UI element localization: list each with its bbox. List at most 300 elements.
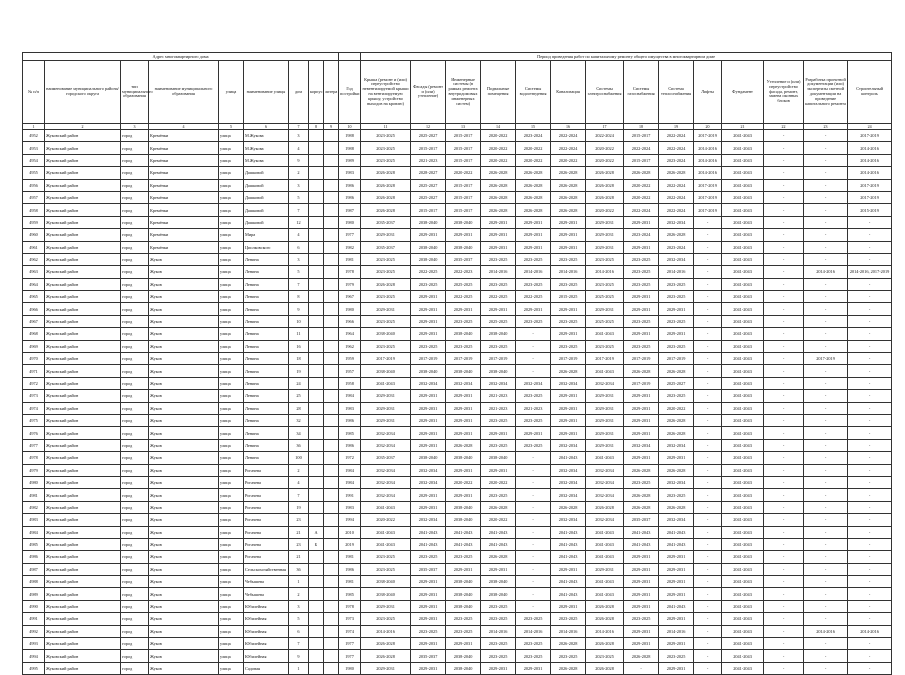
table-cell: 2038-2040 xyxy=(481,452,516,464)
table-cell: Садовая xyxy=(244,662,289,674)
table-cell: Жуков xyxy=(149,427,219,439)
table-cell: - xyxy=(804,427,848,439)
table-cell: Кремёнки xyxy=(149,204,219,216)
table-cell: Жуковский район xyxy=(45,625,121,637)
table-cell: 2014-2016 xyxy=(848,154,892,166)
table-cell: 2023-2025 xyxy=(361,130,411,142)
table-row xyxy=(23,253,892,265)
table-cell: 1959 xyxy=(339,353,361,365)
table-cell: 2041-2043 xyxy=(722,538,764,550)
table-cell: улица xyxy=(219,328,244,340)
table-cell: 2032-2034 xyxy=(586,464,624,476)
table-cell: Жуков xyxy=(149,662,219,674)
table-cell: 2026-2028 xyxy=(516,191,551,203)
table-cell: - xyxy=(694,365,722,377)
table-cell xyxy=(309,489,324,501)
table-cell: 2023-2025 xyxy=(481,439,516,451)
table-cell: 28 xyxy=(289,402,309,414)
table-cell: Жуковский район xyxy=(45,464,121,476)
table-cell: 2023-2025 xyxy=(516,638,551,650)
table-cell: 2035-2037 xyxy=(361,452,411,464)
table-cell: 4993 xyxy=(23,638,45,650)
table-cell: город xyxy=(121,204,149,216)
table-cell: 4981 xyxy=(23,489,45,501)
table-cell: 36 xyxy=(289,439,309,451)
table-cell: 2023-2025 xyxy=(586,278,624,290)
table-cell: - xyxy=(764,514,804,526)
table-cell: 2029-2031 xyxy=(481,229,516,241)
table-cell xyxy=(309,154,324,166)
table-cell: Ленина xyxy=(244,390,289,402)
table-cell: 2017-2019 xyxy=(804,353,848,365)
table-cell: 2041-2043 xyxy=(624,526,659,538)
table-cell xyxy=(324,576,339,588)
table-cell: 2014-2016 xyxy=(516,625,551,637)
table-cell: М.Жукова xyxy=(244,142,289,154)
table-cell: Жуков xyxy=(149,588,219,600)
table-cell: 2014-2016 xyxy=(361,625,411,637)
table-cell: 2015-2017 xyxy=(411,142,446,154)
table-cell: 2020-2022 xyxy=(481,514,516,526)
table-cell: 2029-2031 xyxy=(411,576,446,588)
table-cell: Циолковского xyxy=(244,241,289,253)
table-cell: 3 xyxy=(289,600,309,612)
table-cell: 2032-2034 xyxy=(586,514,624,526)
table-cell: Жуков xyxy=(149,452,219,464)
table-cell xyxy=(309,278,324,290)
table-cell: - xyxy=(764,204,804,216)
table-cell: 2029-2031 xyxy=(586,402,624,414)
table-cell: 4995 xyxy=(23,662,45,674)
table-cell: Жуковский район xyxy=(45,414,121,426)
table-cell: 23 xyxy=(289,538,309,550)
table-cell: Жуков xyxy=(149,253,219,265)
table-cell: 2038-2040 xyxy=(446,576,481,588)
table-cell: 4957 xyxy=(23,191,45,203)
table-cell: Жуковский район xyxy=(45,154,121,166)
table-cell: 4983 xyxy=(23,514,45,526)
table-cell: 2038-2040 xyxy=(481,588,516,600)
table-row xyxy=(23,204,892,216)
table-cell xyxy=(324,390,339,402)
table-cell: 2010 xyxy=(339,526,361,538)
table-cell: - xyxy=(848,563,892,575)
table-cell: 4967 xyxy=(23,315,45,327)
table-cell: 32 xyxy=(289,414,309,426)
table-cell: 2026-2028 xyxy=(624,464,659,476)
column-number: 18 xyxy=(624,124,659,130)
table-row xyxy=(23,241,892,253)
table-cell: 2035-2037 xyxy=(446,253,481,265)
table-row xyxy=(23,501,892,513)
table-cell: 2023-2025 xyxy=(516,390,551,402)
table-cell: 2025-2025 xyxy=(586,291,624,303)
table-cell: Жуковский район xyxy=(45,216,121,228)
table-cell: 2023-2025 xyxy=(481,650,516,662)
table-cell xyxy=(309,588,324,600)
table-cell: 2026-2028 xyxy=(551,191,586,203)
table-cell xyxy=(309,253,324,265)
table-cell: 2025-2025 xyxy=(586,315,624,327)
table-row xyxy=(23,266,892,278)
table-cell: 2025-2027 xyxy=(411,130,446,142)
table-cell: 2023-2025 xyxy=(361,266,411,278)
table-cell: 1982 xyxy=(339,241,361,253)
table-cell: город xyxy=(121,476,149,488)
table-cell: 2023-2025 xyxy=(551,315,586,327)
table-cell: Жуков xyxy=(149,266,219,278)
table-cell: - xyxy=(764,551,804,563)
table-cell: 2041-2043 xyxy=(722,514,764,526)
table-cell: - xyxy=(694,476,722,488)
table-cell: 2041-2043 xyxy=(586,365,624,377)
table-cell: 2015-2017 xyxy=(446,179,481,191)
table-cell: 2022-2023 xyxy=(446,266,481,278)
table-cell: Жуковский район xyxy=(45,142,121,154)
table-cell: улица xyxy=(219,303,244,315)
table-cell: Жуков xyxy=(149,576,219,588)
table-cell: Жуковский район xyxy=(45,266,121,278)
table-cell xyxy=(309,551,324,563)
table-cell: город xyxy=(121,551,149,563)
table-cell: 1983 xyxy=(339,167,361,179)
table-cell: Жуков xyxy=(149,464,219,476)
table-cell: 2041-2043 xyxy=(722,377,764,389)
table-cell: 4961 xyxy=(23,241,45,253)
table-cell: 2023-2025 xyxy=(516,253,551,265)
table-cell: 2038-2040 xyxy=(361,365,411,377)
table-cell: 21 xyxy=(289,526,309,538)
table-cell: улица xyxy=(219,563,244,575)
table-cell: 2026-2028 xyxy=(586,501,624,513)
table-cell: 2023-2025 xyxy=(411,625,446,637)
table-cell: - xyxy=(848,576,892,588)
table-cell: - xyxy=(848,253,892,265)
table-row xyxy=(23,625,892,637)
table-cell: 4963 xyxy=(23,266,45,278)
table-cell: - xyxy=(764,390,804,402)
table-cell: - xyxy=(848,365,892,377)
table-cell: - xyxy=(764,142,804,154)
table-cell: - xyxy=(516,551,551,563)
table-cell xyxy=(324,179,339,191)
table-cell: 2032-2034 xyxy=(516,377,551,389)
table-row xyxy=(23,613,892,625)
table-cell: 2017-2019 xyxy=(659,353,694,365)
table-cell: - xyxy=(804,402,848,414)
table-cell: 4969 xyxy=(23,340,45,352)
table-cell: 2023-2025 xyxy=(624,253,659,265)
table-cell: 2023-2025 xyxy=(361,291,411,303)
table-cell: 2026-2028 xyxy=(551,179,586,191)
table-cell: 1989 xyxy=(339,154,361,166)
table-row xyxy=(23,167,892,179)
table-cell: улица xyxy=(219,390,244,402)
column-number: 11 xyxy=(361,124,411,130)
column-number: 7 xyxy=(289,124,309,130)
table-cell xyxy=(309,576,324,588)
table-cell: 2023-2025 xyxy=(624,613,659,625)
table-cell: - xyxy=(764,650,804,662)
table-cell: 2026-2028 xyxy=(659,229,694,241)
table-cell: 1985 xyxy=(339,588,361,600)
table-cell: - xyxy=(694,353,722,365)
table-cell: 2038-2040 xyxy=(361,588,411,600)
table-cell: Рогачева xyxy=(244,538,289,550)
table-cell: 2038-2040 xyxy=(446,501,481,513)
table-cell: 2032-2034 xyxy=(361,476,411,488)
table-cell: 2025-2027 xyxy=(659,377,694,389)
table-cell: 2029-2031 xyxy=(411,291,446,303)
table-cell: улица xyxy=(219,526,244,538)
column-header: наименование муниципального района/городского округа xyxy=(45,61,121,124)
table-cell: 2029-2031 xyxy=(411,328,446,340)
table-cell: 1994 xyxy=(339,514,361,526)
table-cell: 2014-2016, 2017-2019 xyxy=(848,266,892,278)
table-cell: Юбилейная xyxy=(244,613,289,625)
table-cell: Юбилейная xyxy=(244,600,289,612)
table-cell: Ленина xyxy=(244,353,289,365)
table-cell: 2029-2031 xyxy=(551,241,586,253)
table-cell: 1980 xyxy=(339,303,361,315)
table-cell: 2029-2031 xyxy=(659,613,694,625)
table-cell: - xyxy=(764,600,804,612)
table-cell: 2023-2025 xyxy=(659,278,694,290)
table-cell: 4 xyxy=(289,476,309,488)
table-cell: Жуков xyxy=(149,439,219,451)
table-cell: Жуков xyxy=(149,638,219,650)
table-cell: 2020-2022 xyxy=(659,402,694,414)
table-cell: - xyxy=(764,303,804,315)
table-cell: 2029-2031 xyxy=(446,464,481,476)
table-cell: 2017-2019 xyxy=(551,353,586,365)
table-cell: 2020-2022 xyxy=(586,142,624,154)
table-cell xyxy=(309,662,324,674)
table-cell xyxy=(324,291,339,303)
table-cell: 2029-2031 xyxy=(411,414,446,426)
table-cell: Жуковский район xyxy=(45,538,121,550)
table-cell xyxy=(309,204,324,216)
table-cell: 2041-2043 xyxy=(722,229,764,241)
table-cell: - xyxy=(804,414,848,426)
table-cell: 2023-2025 xyxy=(481,638,516,650)
table-cell: 2 xyxy=(289,167,309,179)
table-cell: 2026-2028 xyxy=(361,278,411,290)
table-cell: 9 xyxy=(289,650,309,662)
table-cell: 2023-2025 xyxy=(516,414,551,426)
table-cell: Ленина xyxy=(244,439,289,451)
table-cell: 1981 xyxy=(339,576,361,588)
table-cell: - xyxy=(764,476,804,488)
table-cell: 2026-2028 xyxy=(659,464,694,476)
table-cell: 2026-2028 xyxy=(361,638,411,650)
capital-repair-schedule-sheet xyxy=(22,52,891,675)
column-header-row xyxy=(23,61,892,124)
table-cell: 2038-2040 xyxy=(446,328,481,340)
table-cell: Жуковский район xyxy=(45,551,121,563)
table-cell: 2041-2043 xyxy=(722,167,764,179)
table-cell: 2029-2031 xyxy=(659,563,694,575)
table-cell: 2032-2034 xyxy=(624,439,659,451)
table-cell: - xyxy=(848,662,892,674)
table-cell: М.Жукова xyxy=(244,154,289,166)
table-cell: 4987 xyxy=(23,563,45,575)
table-cell: 2023-2025 xyxy=(624,476,659,488)
table-cell xyxy=(309,452,324,464)
column-header: тип муниципального образования xyxy=(121,61,149,124)
column-header: Фундамент xyxy=(722,61,764,124)
table-cell: 2029-2031 xyxy=(361,303,411,315)
table-row xyxy=(23,563,892,575)
table-cell: - xyxy=(764,427,804,439)
table-cell: 2014-2016 xyxy=(551,266,586,278)
table-cell: 2015-2017 xyxy=(446,130,481,142)
table-cell: город xyxy=(121,464,149,476)
table-cell: - xyxy=(516,365,551,377)
table-cell xyxy=(324,278,339,290)
table-cell: 2026-2028 xyxy=(586,638,624,650)
table-cell: 9 xyxy=(289,154,309,166)
table-cell: 1977 xyxy=(339,229,361,241)
table-cell: 1957 xyxy=(339,365,361,377)
table-cell: улица xyxy=(219,241,244,253)
table-cell: Ленина xyxy=(244,340,289,352)
table-cell: 2041-2043 xyxy=(586,588,624,600)
table-cell: улица xyxy=(219,501,244,513)
table-cell: город xyxy=(121,452,149,464)
column-header: Подвальные помещения xyxy=(481,61,516,124)
column-header: Утепление и (или) переустройство фасада, ремонт, замена оконных блоков xyxy=(764,61,804,124)
table-cell: 2029-2031 xyxy=(411,303,446,315)
table-cell: улица xyxy=(219,538,244,550)
table-cell: 1986 xyxy=(339,563,361,575)
table-cell: 2029-2031 xyxy=(659,662,694,674)
table-cell: Жуковский район xyxy=(45,179,121,191)
table-cell: 2029-2031 xyxy=(411,427,446,439)
table-cell: Юбилейная xyxy=(244,638,289,650)
table-cell: 2017-2019 xyxy=(624,353,659,365)
table-cell: 2026-2028 xyxy=(659,427,694,439)
table-cell: 11 xyxy=(289,328,309,340)
table-cell: 2029-2031 xyxy=(481,241,516,253)
table-cell xyxy=(309,365,324,377)
table-cell xyxy=(309,241,324,253)
table-cell: - xyxy=(804,303,848,315)
table-cell: Жуков xyxy=(149,625,219,637)
table-cell: 4994 xyxy=(23,650,45,662)
table-cell: 2014-2016 xyxy=(481,625,516,637)
table-cell xyxy=(309,476,324,488)
table-cell: - xyxy=(804,216,848,228)
table-row xyxy=(23,179,892,191)
table-cell: город xyxy=(121,278,149,290)
column-number: 5 xyxy=(219,124,244,130)
table-cell: Ленина xyxy=(244,278,289,290)
table-cell: - xyxy=(804,365,848,377)
table-cell: 2026-2028 xyxy=(624,167,659,179)
table-cell: 2041-2043 xyxy=(551,551,586,563)
table-cell: 1984 xyxy=(339,390,361,402)
table-cell: 2041-2043 xyxy=(722,526,764,538)
table-cell: улица xyxy=(219,600,244,612)
table-cell: улица xyxy=(219,576,244,588)
table-cell: 2029-2031 xyxy=(516,303,551,315)
table-cell: 2023-2025 xyxy=(659,340,694,352)
table-cell: Жуков xyxy=(149,650,219,662)
table-cell xyxy=(324,638,339,650)
table-cell: город xyxy=(121,538,149,550)
table-cell: 2029-2031 xyxy=(624,402,659,414)
table-cell: 2025-2025 xyxy=(481,315,516,327)
table-cell: 1964 xyxy=(339,328,361,340)
table-cell: 25 xyxy=(289,390,309,402)
table-cell: - xyxy=(694,253,722,265)
table-row xyxy=(23,377,892,389)
table-cell: город xyxy=(121,489,149,501)
table-cell: - xyxy=(804,551,848,563)
table-cell: 2029-2031 xyxy=(659,328,694,340)
table-cell: 2038-2040 xyxy=(361,576,411,588)
table-cell: - xyxy=(804,638,848,650)
table-cell xyxy=(324,613,339,625)
repair-schedule-table xyxy=(22,52,892,675)
table-cell: 2023-2025 xyxy=(481,253,516,265)
table-cell: - xyxy=(624,662,659,674)
column-number: 13 xyxy=(446,124,481,130)
table-cell: Жуковский район xyxy=(45,365,121,377)
table-cell: 2022-2024 xyxy=(551,130,586,142)
table-cell: 4966 xyxy=(23,303,45,315)
table-cell: Кремёнки xyxy=(149,130,219,142)
table-cell: 2022-2025 xyxy=(411,266,446,278)
table-cell: 1988 xyxy=(339,130,361,142)
table-cell: 2029-2031 xyxy=(586,563,624,575)
table-cell: 2041-2043 xyxy=(722,439,764,451)
table-cell: Жуковский район xyxy=(45,377,121,389)
table-cell: 4959 xyxy=(23,216,45,228)
table-cell: 2020-2022 xyxy=(624,191,659,203)
table-cell: 2014-2016 xyxy=(804,266,848,278)
table-cell: 4984 xyxy=(23,526,45,538)
table-row xyxy=(23,588,892,600)
table-cell: 2023-2025 xyxy=(624,266,659,278)
table-cell: - xyxy=(804,142,848,154)
table-cell: Ленина xyxy=(244,414,289,426)
column-number: 16 xyxy=(551,124,586,130)
table-cell: 2026-2028 xyxy=(586,167,624,179)
table-cell: 2015-2017 xyxy=(446,204,481,216)
table-cell: 2014-2016 xyxy=(586,625,624,637)
table-cell xyxy=(309,377,324,389)
table-cell: 100 xyxy=(289,452,309,464)
table-cell: Дашковой xyxy=(244,216,289,228)
table-cell: 2026-2028 xyxy=(551,365,586,377)
table-cell: 7 xyxy=(289,489,309,501)
table-cell: 2029-2031 xyxy=(624,241,659,253)
column-header: Год постройки xyxy=(339,61,361,124)
table-cell: 2029-2031 xyxy=(361,662,411,674)
table-cell: - xyxy=(804,167,848,179)
table-cell: улица xyxy=(219,402,244,414)
table-cell: 2023-2025 xyxy=(481,489,516,501)
table-cell: 2032-2034 xyxy=(551,464,586,476)
table-cell: Жуковский район xyxy=(45,452,121,464)
table-cell: 2029-2031 xyxy=(361,414,411,426)
table-cell: 2026-2028 xyxy=(361,650,411,662)
column-number: 8 xyxy=(309,124,324,130)
table-cell: 2038-2040 xyxy=(446,662,481,674)
table-cell: - xyxy=(694,613,722,625)
